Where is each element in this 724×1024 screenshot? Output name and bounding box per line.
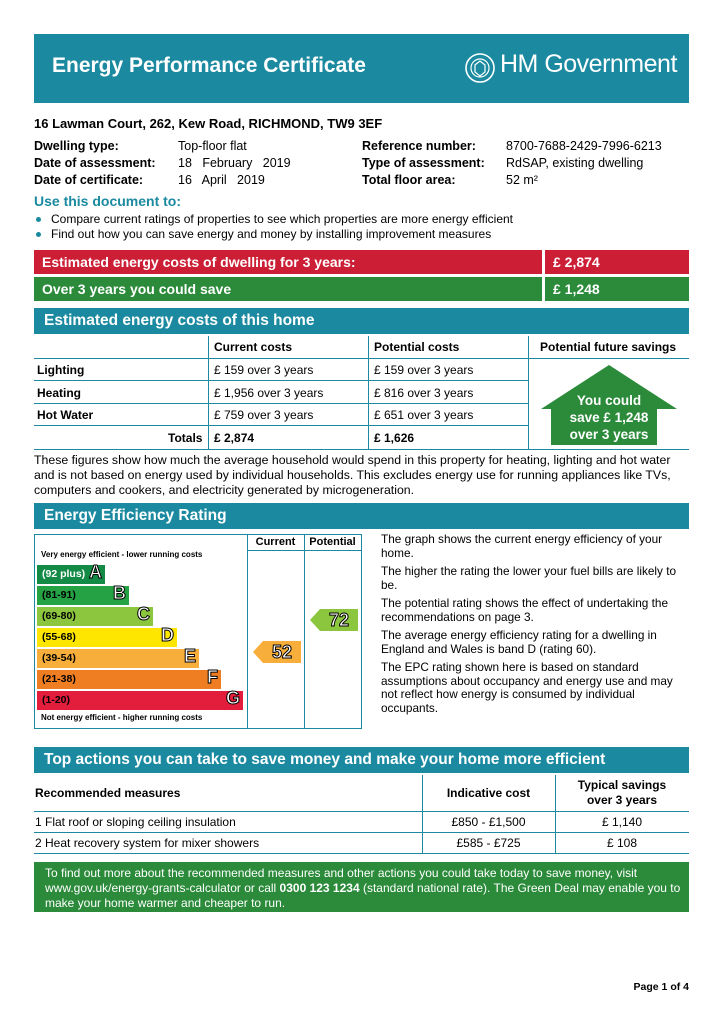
bullet-text: Compare current ratings of properties to see which properties are more energy efficient	[51, 212, 514, 226]
divider	[34, 380, 528, 381]
efficiency-title: Energy Efficiency Rating	[44, 507, 227, 524]
more-info-text	[34, 862, 689, 911]
totals-label: Totals	[168, 431, 203, 445]
band-range: (69-80)	[42, 610, 76, 622]
current-rating-value: 52	[271, 642, 293, 662]
estimated-cost-bar	[34, 250, 542, 274]
measure-1: 1 Flat roof or sloping ceiling insulation	[35, 815, 236, 829]
savings-label: Over 3 years you could save	[42, 281, 232, 297]
assessment-type-value: RdSAP, existing dwelling	[506, 156, 644, 170]
efficiency-text-3: The potential rating shows the effect of undertaking the recommendations on page 3.	[381, 596, 669, 624]
rating-band-d	[37, 625, 177, 647]
efficiency-text-5: The EPC rating shown here is based on standard assumptions about occupancy and energy use and may not reflect how energy is consumed by individual occupants.	[381, 660, 673, 715]
potential-rating-value: 72	[328, 610, 350, 630]
rating-band-c	[37, 604, 153, 626]
efficiency-text-2: The higher the rating the lower your fuel bills are likely to be.	[381, 564, 677, 592]
divider	[34, 425, 528, 426]
savings-bar	[34, 277, 542, 301]
col-potential-rating: Potential	[309, 536, 356, 548]
divider	[34, 811, 689, 812]
measure-2-saving: £ 108	[606, 836, 638, 850]
rating-band-g	[37, 688, 243, 710]
floor-area-value: 52 m²	[506, 173, 538, 187]
band-letter: E	[183, 646, 196, 666]
divider	[304, 535, 305, 728]
bullet-icon	[36, 232, 41, 237]
savings-line-2: save £ 1,248	[569, 410, 649, 425]
divider	[528, 358, 689, 359]
heating-current: £ 1,956 over 3 years	[214, 386, 324, 400]
dwelling-type-value: Top-floor flat	[178, 139, 247, 153]
more-info-text-a: To find out more about the recommended measures and other actions you could take today to save money, visit www.gov.uk/energy-grants-calculator or call	[45, 866, 638, 895]
hm-government-logo: HM Government	[500, 50, 677, 78]
efficiency-chart	[34, 534, 362, 729]
savings-value: £ 1,248	[553, 281, 600, 297]
band-range: (92 plus)	[42, 568, 86, 580]
floor-area-label: Total floor area:	[362, 173, 456, 187]
more-info-box	[34, 862, 689, 912]
measure-1-saving: £ 1,140	[601, 815, 643, 829]
col-future-savings: Potential future savings	[540, 340, 677, 354]
potential-rating-arrow	[310, 609, 358, 631]
assessment-type-label: Type of assessment:	[362, 156, 485, 170]
more-info-text-b: (standard national rate). The Green Deal may enable you to make your home warmer and cheaper to run.	[45, 881, 681, 910]
totals-current: £ 2,874	[214, 431, 255, 445]
savings-line-3: over 3 years	[569, 427, 649, 442]
efficiency-text-4: The average energy efficiency rating for a dwelling in England and Wales is band D (rating 60).	[381, 628, 657, 656]
energy-costs-title: Estimated energy costs of this home	[44, 312, 315, 329]
measure-1-cost: £850 - £1,500	[451, 815, 526, 829]
header-banner	[34, 34, 689, 103]
divider	[247, 550, 361, 551]
use-bullet-2	[36, 227, 491, 241]
rating-band-a	[37, 562, 105, 584]
use-document-heading: Use this document to:	[34, 193, 182, 209]
band-letter: B	[113, 583, 126, 603]
col-indicative-cost: Indicative cost	[446, 786, 531, 800]
certificate-date-label: Date of certificate:	[34, 173, 144, 187]
divider	[34, 358, 528, 359]
rating-band-b	[37, 583, 129, 605]
efficiency-text-1: The graph shows the current energy efficiency of your home.	[381, 532, 663, 560]
col-potential-costs: Potential costs	[374, 340, 460, 354]
divider	[34, 449, 689, 450]
bullet-text: Find out how you can save energy and money by installing improvement measures	[51, 227, 492, 241]
band-range: (21-38)	[42, 673, 76, 685]
divider	[208, 336, 209, 449]
actions-title: Top actions you can take to save money and make your home more efficient	[44, 751, 606, 768]
row-label-lighting: Lighting	[37, 363, 85, 377]
energy-costs-table	[34, 336, 689, 450]
rating-band-e	[37, 646, 199, 668]
page-title: Energy Performance Certificate	[52, 54, 366, 77]
energy-costs-heading	[34, 308, 689, 334]
band-letter: F	[207, 667, 218, 687]
measure-2-cost: £585 - £725	[456, 836, 521, 850]
efficiency-heading	[34, 503, 689, 529]
heating-potential: £ 816 over 3 years	[374, 386, 474, 400]
actions-table	[34, 775, 689, 854]
savings-line-1: You could	[576, 393, 642, 408]
certificate-date-value: 16 April 2019	[178, 173, 265, 187]
band-letter: A	[89, 562, 102, 582]
actions-heading	[34, 747, 689, 773]
col-current-costs: Current costs	[214, 340, 293, 354]
savings-value-box	[545, 277, 689, 301]
efficiency-text	[381, 533, 689, 715]
divider	[34, 403, 528, 404]
totals-potential: £ 1,626	[374, 431, 415, 445]
costs-note: These figures show how much the average household would spend in this property for heating, lighting and hot water and is not based on energy used by individual households. This excludes energy use for running appliances like TVs, computers and cookers, and electricity generated by microgeneration.	[34, 453, 671, 497]
row-label-hot-water: Hot Water	[37, 408, 94, 422]
band-letter: G	[225, 688, 240, 708]
hot-water-current: £ 759 over 3 years	[214, 408, 314, 422]
row-label-heating: Heating	[37, 386, 82, 400]
assessment-date-label: Date of assessment:	[34, 156, 156, 170]
phone-number: 0300 123 1234	[279, 881, 360, 895]
lighting-current: £ 159 over 3 years	[214, 363, 314, 377]
royal-crest-icon	[464, 52, 496, 84]
current-rating-arrow	[253, 641, 301, 663]
divider	[34, 832, 689, 833]
measure-2: 2 Heat recovery system for mixer showers	[35, 836, 260, 850]
band-range: (39-54)	[42, 652, 76, 664]
reference-label: Reference number:	[362, 139, 476, 153]
band-letter: D	[161, 625, 174, 645]
inefficient-note: Not energy efficient - higher running costs	[41, 713, 203, 722]
divider	[528, 336, 529, 449]
rating-band-f	[37, 667, 221, 689]
assessment-date-value: 18 February 2019	[178, 156, 291, 170]
estimated-cost-value: £ 2,874	[553, 254, 600, 270]
divider	[247, 535, 248, 728]
col-typical-savings	[555, 778, 689, 808]
page-number: Page 1 of 4	[633, 981, 689, 993]
band-range: (81-91)	[42, 589, 76, 601]
col-current-rating: Current	[255, 536, 296, 548]
bullet-icon	[36, 217, 41, 222]
lighting-potential: £ 159 over 3 years	[374, 363, 474, 377]
col-typical-savings-line1: Typical savings	[577, 778, 667, 792]
estimated-cost-value-box	[545, 250, 689, 274]
band-range: (1-20)	[42, 694, 71, 706]
divider	[34, 853, 689, 854]
estimated-cost-label: Estimated energy costs of dwelling for 3 years:	[42, 254, 356, 270]
dwelling-type-label: Dwelling type:	[34, 139, 119, 153]
divider	[368, 336, 369, 449]
band-letter: C	[137, 604, 150, 624]
col-typical-savings-line2: over 3 years	[586, 793, 658, 807]
property-address: 16 Lawman Court, 262, Kew Road, RICHMOND, TW9 3EF	[34, 116, 383, 131]
savings-house-text	[551, 392, 667, 443]
dwelling-type-row	[34, 139, 119, 153]
efficient-note: Very energy efficient - lower running costs	[41, 550, 203, 559]
band-range: (55-68)	[42, 631, 76, 643]
col-recommended-measures: Recommended measures	[35, 786, 181, 800]
hot-water-potential: £ 651 over 3 years	[374, 408, 474, 422]
use-bullet-1	[36, 212, 513, 226]
reference-value: 8700-7688-2429-7996-6213	[506, 139, 662, 153]
